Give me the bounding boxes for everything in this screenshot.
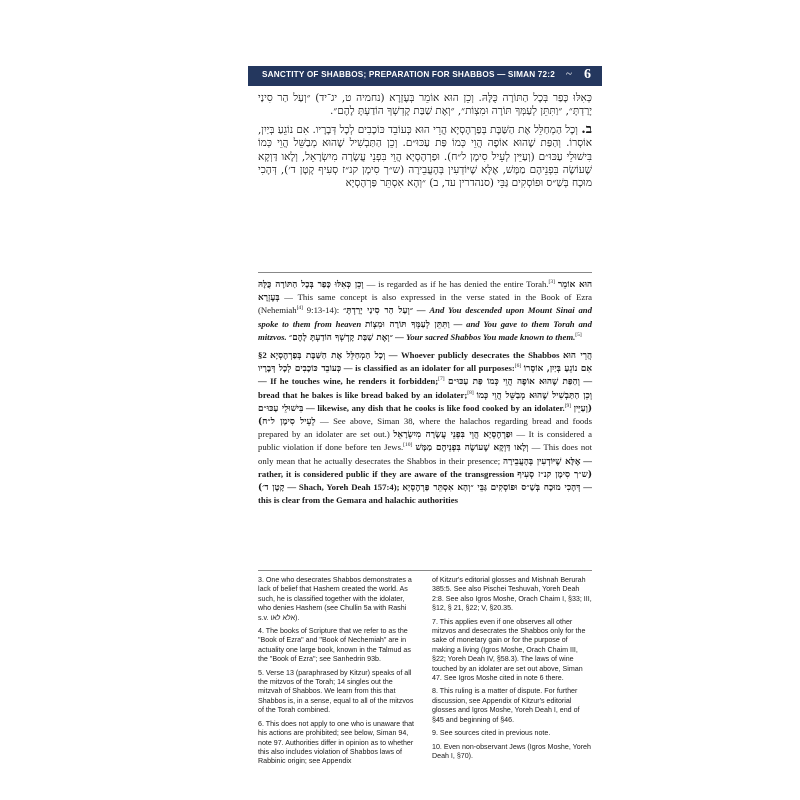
footnote: 7. This applies even if one observes all other mitzvos and desecrates the Shabbos only for the sake of monetary gain or for the purpose of making a living (Igros Moshe, Orach Chaim III, §22; Yoreh Deah IV, §58.3). The laws of wine touched by an idolater are set out above, Siman 47. See Igros Moshe cited in note 6 there. (432, 617, 586, 683)
hebrew-lemma: הֲרֵי הוּא כְּעוֹבֵד כּוֹכָבִים לְכָל דְּבָרָיו (258, 351, 593, 375)
hebrew-paragraph-1: כְּאִלּוּ כָּפַר בְּכָל הַתּוֹרָה כֻּלָּהּ. וְכֵן הוּא אוֹמֵר בְּעֶזְרָא (נחמיה ט, יג־יד) ״וְעַל הַר סִינַי יָרַדְתָּ״, ״וַתִּתֵּן לְעַמְּךָ תּוֹרָה וּמִצְוֹת״, ״וְאֶת שַׁבַּת קָדְשְׁךָ הוֹדַעְתָּ לָהֶם״. (258, 92, 592, 118)
note-ref: [4] (296, 305, 304, 312)
footnote: 4. The books of Scripture that we refer to as the "Book of Ezra" and "Book of Nechemiah" are in actuality one large book, known in the Talmud as the "Book of Ezra"; see Sanhedrin 93b. (258, 627, 411, 664)
translation-span: 9:13-14): (303, 305, 343, 316)
hebrew-lemma: ״וְעַל הַר סִינַי יָרַדְתָּ״ (342, 306, 414, 317)
translation-span: — Shach, Yoreh Deah 157:4); (284, 482, 403, 493)
translation-span: — And You descended upon Mount Sinai and spoke to them from heaven (258, 305, 592, 329)
footnotes-right-column (432, 576, 592, 765)
translation-span: — is regarded as if he has denied the entire Torah. (363, 279, 549, 289)
hebrew-lemma: וְהַפַּת שֶׁהוּא אוֹפֶה הֲוֵי כְּמוֹ פַּת עַכּוּ״ם (447, 377, 580, 388)
footnote: 10. Even non-observant Jews (Igros Moshe, Yoreh Deah I, §70). (432, 742, 591, 760)
translation-span: — Whoever publicly desecrates the Shabbos (385, 350, 563, 361)
note-ref: [10] (403, 442, 413, 449)
page-number: 6 (584, 67, 591, 82)
hebrew-paragraph-2-text: וְכָל הַמְחַלֵּל אֶת הַשַּׁבָּת בְּפַרְהֶסְיָא הֲרֵי הוּא כְּעוֹבֵד כּוֹכָבִים לְכָל דְּבָרָיו. אִם נוֹגֵעַ בְּיַיִן, אוֹסְרוֹ. וְהַפַּת שֶׁהוּא אוֹפֶה הֲוֵי כְּמוֹ פַּת עַכּוּ״ם. וְכֵן הַתַּבְשִׁיל שֶׁהוּא מְבַשֵּׁל הֲוֵי כְּמוֹ בִּישׁוּלֵי עַכּוּ״ם (וְעַיֵּין לְעֵיל סִימָן ל״ח). וּפַרְהֶסְיָא הֲוֵי בִּפְנֵי עֲשָׂרָה מִיִשְׂרָאֵל, וְלָאו דַּוְקָא שֶׁעוֹשֶׂה בִּפְנֵיהֶם מַמָּשׁ, אֶלָּא שֶׁיּוֹדְעִין בְּהָעֲבֵירָה (ש״ך סִימָן קנ״ז סְעִיף קָטָן ד׳), דְּהָכִי מוּכָח בְּשַׁ״ס וּפוֹסְקִים גַּבֵּי (סנהדרין עד, ב) ״וְהָא אִסְתֵּר פַּרְהֶסְיָא (258, 123, 592, 190)
book-page (248, 66, 602, 766)
footnote: 8. This ruling is a matter of dispute. For further discussion, see Appendix of Kitzur's editorial glosses and Igros Moshe, Yoreh Deah I, end of §45 and beginning of §46. (432, 687, 580, 724)
translation-paragraph-2 (258, 349, 592, 506)
note-ref: [6] (514, 363, 522, 370)
hebrew-lemma: וְכֵן הַתַּבְשִׁיל שֶׁהוּא מְבַשֵּׁל הֲוֵי כְּמוֹ בִּישׁוּלֵי עַכּוּ״ם (258, 390, 592, 414)
hebrew-lemma: הוּא אוֹמֵר בְּעֶזְרָא (258, 280, 592, 304)
hebrew-lemma: וְכָל הַמְחַלֵּל אֶת הַשַּׁבָּת בְּפַרְהֶסְיָא (270, 351, 386, 362)
translation-span: — this is clear from the Gemara and halachic authorities (258, 482, 592, 506)
translation-span: — Your sacred Shabbos You made known to them. (392, 331, 576, 342)
footnotes-left-column (258, 576, 418, 771)
translation-span: — This does not only mean that he actually desecrates the Shabbos in their presence; (258, 442, 593, 466)
note-ref: [9] (564, 402, 572, 409)
translation-span: — See above, Siman 38, where the halachos regarding bread and foods prepared by an idolater are set out.) (258, 416, 592, 440)
header-title: SANCTITY OF SHABBOS; PREPARATION FOR SHABBOS — SIMAN 72:2 (262, 70, 555, 79)
hebrew-lemma: (וְעַיֵּין לְעֵיל סִימָן ל״ח) (258, 403, 593, 428)
translation-text (258, 278, 592, 511)
note-ref: [7] (438, 376, 445, 383)
footnote: 3. One who desecrates Shabbos demonstrates a lack of belief that Hashem created the world. As such, he is classified together with the idolater, who denies Hashem (see Chullin 5a with Rashi s.v. אלא לאו). (258, 576, 412, 622)
footnote-divider (258, 570, 592, 571)
translation-span: — and You gave to them Torah and mitzvos. (258, 318, 592, 342)
hebrew-paragraph-2 (258, 123, 592, 191)
translation-span: — bread that he bakes is like bread baked by an idolater; (258, 376, 593, 400)
translation-span: — rather, it is considered public if they are aware of the transgression (258, 455, 592, 479)
hebrew-lemma: וְכֵן כְּאִלּוּ כָּפַר בְּכָל הַתּוֹרָה כֻּלָּהּ (258, 280, 364, 290)
section-marker: §2 (258, 350, 271, 361)
note-ref: [3] (548, 279, 555, 286)
translation-span: — likewise, any dish that he cooks is like food cooked by an idolater. (303, 402, 565, 413)
hebrew-lemma: דְּהָכִי מוּכָח בְּשַׁ״ס וּפוֹסְקִים גַּבֵּי ״וְהָא אִסְתֵּר פַּרְהֶסְיָא (402, 483, 581, 494)
footnote: of Kitzur's editorial glosses and Mishnah Berurah 385:5. See also Pischei Teshuvah, Yoreh Deah 2:8. See also Igros Moshe, Orach Chaim I, §33; III, §12, § 21, §22; V, §20.35. (432, 576, 592, 613)
translation-span: — This same concept is also expressed in the verse stated in the Book of Ezra (Nehemiah (258, 292, 592, 316)
hebrew-lemma: אֶלָּא שֶׁיּוֹדְעִין בְּהָעֲבֵירָה (502, 456, 581, 467)
hebrew-lemma: וּפַרְהֶסְיָא הֲוֵי בִּפְנֵי עֲשָׂרָה מִיִשְׂרָאֵל (393, 430, 513, 441)
note-ref: [8] (467, 389, 474, 396)
translation-span: — If he touches wine, he renders it forbidden; (258, 376, 439, 387)
hebrew-source-text (258, 92, 592, 195)
translation-span: — is classified as an idolater for all purposes: (341, 363, 515, 374)
translation-paragraph-1 (258, 278, 592, 344)
footnote: 6. This does not apply to one who is unaware that his actions are prohibited; see below, Siman 94, note 97. Authorities differ in opinion as to whether this also includes violation of Shabbos laws of Rabbinic origin; see Appendix (258, 719, 415, 766)
hebrew-lemma: וְלָאו דַּוְקָא שֶׁעוֹשֶׂה בִּפְנֵיהֶם מַמָּשׁ (415, 443, 529, 454)
divider-rule (258, 272, 592, 273)
hebrew-lemma: (ש״ך סִימָן קנ״ז סְעִיף קָטָן ד׳) (258, 469, 592, 494)
footnote: 5. Verse 13 (paraphrased by Kitzur) speaks of all the mitzvos of the Torah; 14 singles out the mitzvah of Shabbos. We learn from this that Shabbos is, in a sense, equal to all of the mitzvos of the Torah combined. (258, 668, 414, 715)
running-header (248, 66, 602, 86)
ornament-icon: ~ (566, 68, 572, 80)
hebrew-lemma: וַתִּתֵּן לְעַמְּךָ תּוֹרָה וּמִצְוֹת (365, 319, 450, 330)
seif-letter: ב. (581, 121, 592, 137)
translation-span: — It is considered a public violation if done before ten Jews. (258, 429, 592, 453)
footnote: 9. See sources cited in previous note. (432, 729, 551, 738)
note-ref: [5] (575, 331, 582, 338)
hebrew-lemma: ״וְאֶת שַׁבַּת קָדְשְׁךָ הוֹדַעְתָּ לָהֶם״ (288, 332, 393, 343)
hebrew-lemma: אִם נוֹגֵעַ בְּיַיִן, אוֹסְרוֹ (523, 364, 592, 375)
